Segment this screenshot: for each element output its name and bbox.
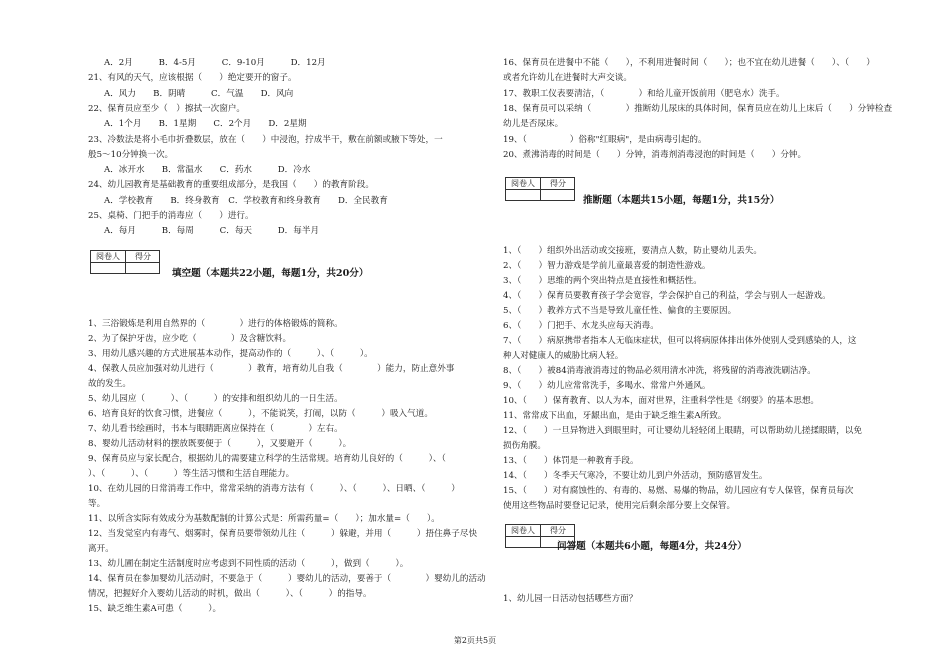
score-box-score-label: 得分 (541, 178, 575, 190)
question-line: A．2月 B．4-5月 C．9-10月 D．12月 (104, 58, 326, 68)
question-line: 种人对健康人的威胁比病人轻。 (503, 351, 624, 361)
question-line: 21、有风的天气，应该根据（ ）绝定要开的窗子。 (88, 73, 297, 84)
question-line: 幼儿是否尿床。 (503, 119, 564, 130)
question-line: 3、用幼儿感兴趣的方式进展基本动作，提高动作的（ ）、（ ）。 (88, 349, 373, 359)
question-line: 13、（ ）体罚是一种教育手段。 (503, 456, 639, 466)
question-line: 16、保育员在进餐中不能（ ），不利用进餐时间（ ）；也不宜在幼儿进餐（ ）、（ ） (503, 58, 875, 68)
question-line: 情况，把握好介入婴幼儿活动的时机，做出（ ）、（ ）的指导。 (88, 589, 372, 599)
question-line: 4、（ ）保育员要教育孩子学会宽容，学会保护自己的利益，学会与别人一起游戏。 (503, 291, 831, 301)
question-line: 3、（ ）思维的两个突出特点是直接性和概括性。 (503, 276, 702, 286)
question-line: 10、在幼儿园的日常消毒工作中，常常采纳的消毒方法有（ ）、（ ）、日晒、（ ） (88, 484, 460, 494)
question-line: 14、保育员在参加婴幼儿活动时，不要急于（ ）婴幼儿的活动，要善于（ ）婴幼儿的活动 (88, 574, 486, 584)
question-line: A．冰开水 B．常温水 C．药水 D．冷水 (104, 165, 311, 176)
score-box-judgment (505, 177, 575, 201)
section-title-essay: 问答题（本题共6小题，每题4分，共24分） (557, 541, 747, 552)
score-box-score-label: 得分 (126, 251, 160, 263)
question-line: 23、冷数法是将小毛巾折叠数层，放在（ ）中浸泡，拧成半干，敷在前额或腋下等处，一 (88, 134, 443, 145)
question-line: 2、为了保护牙齿，应少吃（ ）及含糖饮料。 (88, 334, 292, 344)
section-title-fill-blank: 填空题（本题共22小题，每题1分，共20分） (172, 268, 369, 279)
question-line: 13、幼儿圃在制定生活制度时应考虑到不同性质的活动（ ），做到（ ）。 (88, 559, 409, 569)
question-line: 6、（ ）门把手、水龙头应每天消毒。 (503, 321, 659, 331)
question-line: 25、桌椅、门把手的消毒应（ ）进行。 (88, 211, 254, 221)
question-line: 等。 (88, 499, 106, 509)
score-box-score-label: 得分 (541, 525, 575, 537)
question-line: 11、以所含实际有效成分为基数配制的计算公式是：所需药量=（ ）；加水量=（ ）。 (88, 514, 440, 524)
question-line: 19、（ ）俗称"红眼病"，是由病毒引起的。 (503, 134, 707, 145)
question-line: 14、（ ）冬季天气寒冷，不要让幼儿到户外活动，预防感冒发生。 (503, 471, 768, 481)
question-line: 12、当发觉室内有毒气、烟雾时，保育员要带领幼儿往（ ）躲避，并用（ ）捂住鼻子尽快 (88, 529, 478, 539)
question-line: 7、幼儿看书绘画时，书本与眼睛距离应保持在（ ）左右。 (88, 424, 343, 434)
section-title-judgment: 推断题（本题共15小题，每题1分，共15分） (583, 195, 780, 206)
question-line: 15、缺乏维生素A可患（ ）。 (88, 604, 222, 614)
question-line: 6、培育良好的饮食习惯，进餐应（ ），不能说笑，打闹，以防（ ）吸入气道。 (88, 409, 433, 419)
question-line: 7、（ ）病原携带者指本人无临床症状，但可以将病原体排出体外使别人受到感染的人，这 (503, 336, 857, 346)
question-line: 9、保育员应与家长配合，根据幼儿的需要建立科学的生活常规。培育幼儿良好的（ ）、（ (88, 454, 446, 464)
question-line: 1、（ ）组织外出活动或交接班，要清点人数，防止婴幼儿丢失。 (503, 246, 762, 256)
question-line: 2、（ ）智力游戏是学前儿童最喜爱的制造性游戏。 (503, 261, 711, 271)
question-line: 24、幼儿园教育是基础教育的重要组成部分，是我国（ ）的教育阶段。 (88, 180, 374, 191)
question-line: 9、（ ）幼儿应常常洗手，多喝水、常常户外通风。 (503, 381, 711, 391)
page-number-footer: 第2页共5页 (453, 636, 497, 645)
question-line: A．每月 B．每周 C．每天 D．每半月 (104, 226, 320, 237)
question-line: A．风力 B．阴晴 C．气温 D．风向 (104, 88, 294, 99)
question-line: 4、保教人员应加强对幼儿进行（ ）教育，培育幼儿自我（ ）能力，防止意外事 (88, 364, 455, 374)
score-box-fill-blank (90, 250, 160, 274)
question-line: 使用这些物品时要登记记录，使用完后剩余部分要上交保管。 (503, 501, 736, 511)
question-line: 5、幼儿园应（ ）、（ ）的安排和组织幼儿的一日生活。 (88, 394, 343, 404)
question-line: 8、婴幼儿活动材料的摆放既要便于（ ），又要避开（ ）。 (88, 439, 352, 449)
score-box-grader-label: 阅卷人 (91, 251, 126, 263)
question-line: 20、煮沸消毒的时间是（ ）分钟，消毒剂消毒浸泡的时间是（ ）分钟。 (503, 149, 807, 160)
score-box-grader-label: 阅卷人 (506, 178, 541, 190)
question-line: 22、保育员应至少（ ）擦拭一次窗户。 (88, 103, 246, 114)
question-line: 损伤角膜。 (503, 441, 546, 451)
question-line: 1、幼儿园一日活动包括哪些方面？ (503, 594, 638, 604)
question-line: ）、（ ）、（ ）等生活习惯和生活自理能力。 (88, 469, 295, 479)
question-line: 5、（ ）教养方式不当是导致儿童任性、偏食的主要原因。 (503, 306, 737, 316)
question-line: 12、（ ）一旦异物进入到眼里时，可让婴幼儿轻轻闭上眼睛，可以帮助幼儿搓揉眼睛，以免 (503, 426, 862, 436)
question-line: 或者允许幼儿在进餐时大声交谈。 (503, 73, 632, 84)
question-line: 8、（ ）被84消毒液消毒过的物品必须用清水冲洗，将残留的消毒液洗刷洁净。 (503, 366, 816, 376)
question-line: 18、保育员可以采纳（ ）推断幼儿尿床的具体时间，保育员应在幼儿上床后（ ）分钟检查 (503, 103, 893, 114)
question-line: 11、常常成下出血，牙龈出血，是由于缺乏维生素A所致。 (503, 411, 727, 421)
question-line: 故的发生。 (88, 379, 131, 389)
question-line: 离开。 (88, 544, 114, 554)
question-line: 10、（ ）保育教育、以人为本，面对世界，注重科学性是《纲要》的基本思想。 (503, 396, 820, 406)
question-line: 15、（ ）对有腐蚀性的、有毒的、易燃、易爆的物品，幼儿园应有专人保管，保育员每次 (503, 486, 854, 496)
question-line: A．1个月 B．1星期 C．2个月 D．2星期 (104, 119, 307, 130)
question-line: 般5～10分钟换一次。 (88, 149, 174, 160)
question-line: 1、三浴锻炼是利用自然界的（ ）进行的体格锻炼的简称。 (88, 319, 343, 329)
question-line: A．学校教育 B．终身教育 C．学校教育和终身教育 D．全民教育 (104, 195, 388, 206)
question-line: 17、教职工仪表要清洁，（ ）和给儿童开饭前用（肥皂水）洗手。 (503, 88, 785, 99)
score-box-grader-label: 阅卷人 (506, 525, 541, 537)
